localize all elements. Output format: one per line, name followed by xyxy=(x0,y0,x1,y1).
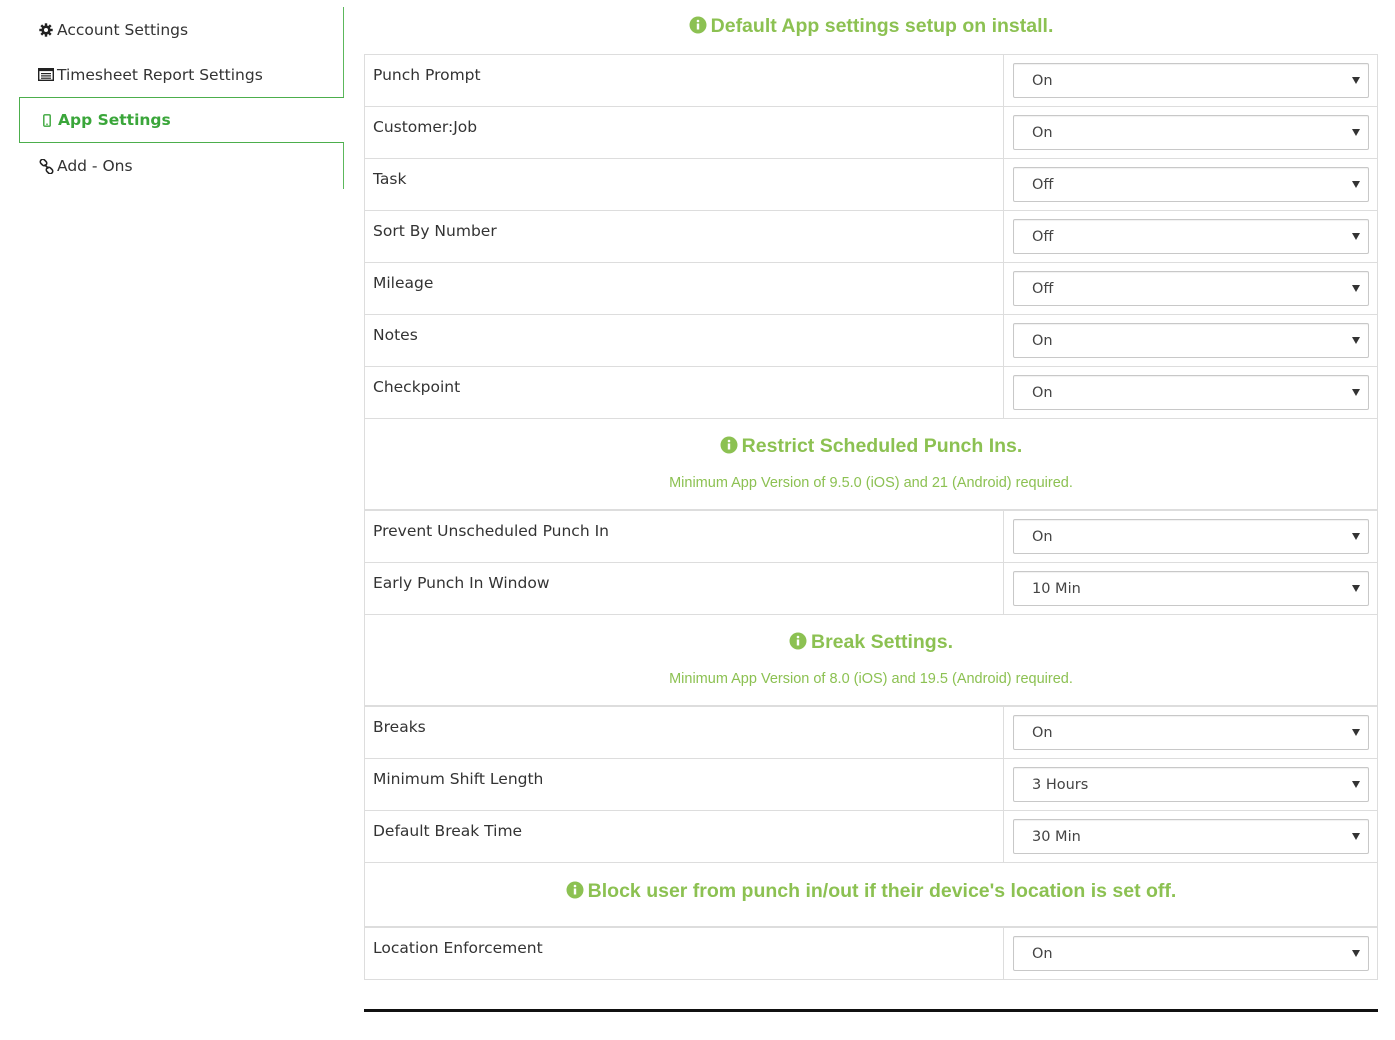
info-icon xyxy=(689,16,707,40)
section-heading-text: Block user from punch in/out if their device's location is set off. xyxy=(587,880,1177,902)
select-value: On xyxy=(1032,73,1053,89)
select-value: Off xyxy=(1032,229,1054,245)
table-row xyxy=(365,315,1378,367)
table-row xyxy=(365,707,1378,759)
caret-down-icon xyxy=(1352,77,1360,84)
setting-label: Breaks xyxy=(365,707,1004,759)
table-row xyxy=(365,159,1378,211)
location-enforcement-select[interactable] xyxy=(1013,936,1369,971)
settings-sidebar xyxy=(19,7,344,189)
table-row xyxy=(365,211,1378,263)
mileage-select[interactable] xyxy=(1013,271,1369,306)
select-value: Off xyxy=(1032,281,1054,297)
sidebar-item-timesheet-report-settings[interactable] xyxy=(19,52,344,97)
setting-label: Early Punch In Window xyxy=(365,563,1004,615)
table-row xyxy=(365,55,1378,107)
section-heading-text: Default App settings setup on install. xyxy=(710,15,1054,37)
select-value: 10 Min xyxy=(1032,581,1081,597)
caret-down-icon xyxy=(1352,285,1360,292)
setting-label: Default Break Time xyxy=(365,811,1004,863)
setting-label: Minimum Shift Length xyxy=(365,759,1004,811)
select-value: On xyxy=(1032,125,1053,141)
punch-prompt-select[interactable] xyxy=(1013,63,1369,98)
prevent-unscheduled-punch-in-select[interactable] xyxy=(1013,519,1369,554)
link-icon xyxy=(38,159,54,174)
section-heading-breaks xyxy=(364,615,1378,706)
setting-label: Sort By Number xyxy=(365,211,1004,263)
table-row xyxy=(365,811,1378,863)
bottom-divider xyxy=(364,1009,1378,1012)
select-value: On xyxy=(1032,385,1053,401)
caret-down-icon xyxy=(1352,129,1360,136)
select-value: Off xyxy=(1032,177,1054,193)
caret-down-icon xyxy=(1352,781,1360,788)
section-heading-restrict xyxy=(364,419,1378,510)
setting-label: Notes xyxy=(365,315,1004,367)
sidebar-item-label: Timesheet Report Settings xyxy=(57,65,263,84)
caret-down-icon xyxy=(1352,389,1360,396)
sort-by-number-select[interactable] xyxy=(1013,219,1369,254)
settings-table-breaks xyxy=(364,706,1378,863)
table-row xyxy=(365,263,1378,315)
select-value: On xyxy=(1032,333,1053,349)
caret-down-icon xyxy=(1352,233,1360,240)
table-row xyxy=(365,563,1378,615)
breaks-select[interactable] xyxy=(1013,715,1369,750)
setting-label: Mileage xyxy=(365,263,1004,315)
sidebar-item-add-ons[interactable] xyxy=(19,143,344,189)
info-icon xyxy=(789,632,807,656)
app-settings-panel xyxy=(364,0,1378,980)
table-row xyxy=(365,107,1378,159)
caret-down-icon xyxy=(1352,729,1360,736)
default-break-time-select[interactable] xyxy=(1013,819,1369,854)
select-value: On xyxy=(1032,529,1053,545)
info-icon xyxy=(566,881,584,905)
setting-label: Prevent Unscheduled Punch In xyxy=(365,511,1004,563)
caret-down-icon xyxy=(1352,533,1360,540)
setting-label: Customer:Job xyxy=(365,107,1004,159)
mobile-icon xyxy=(39,114,55,127)
table-row xyxy=(365,367,1378,419)
select-value: 30 Min xyxy=(1032,829,1081,845)
sidebar-item-label: App Settings xyxy=(58,111,171,129)
table-row xyxy=(365,511,1378,563)
select-value: On xyxy=(1032,946,1053,962)
minimum-shift-length-select[interactable] xyxy=(1013,767,1369,802)
section-subheading: Minimum App Version of 8.0 (iOS) and 19.5 (Android) required. xyxy=(669,671,1073,687)
setting-label: Location Enforcement xyxy=(365,928,1004,980)
caret-down-icon xyxy=(1352,181,1360,188)
task-select[interactable] xyxy=(1013,167,1369,202)
info-icon xyxy=(720,436,738,460)
early-punch-in-window-select[interactable] xyxy=(1013,571,1369,606)
sidebar-item-app-settings[interactable] xyxy=(19,97,344,143)
setting-label: Checkpoint xyxy=(365,367,1004,419)
settings-table-location xyxy=(364,927,1378,980)
checkpoint-select[interactable] xyxy=(1013,375,1369,410)
sidebar-item-label: Account Settings xyxy=(57,20,189,39)
setting-label: Task xyxy=(365,159,1004,211)
caret-down-icon xyxy=(1352,833,1360,840)
table-row xyxy=(365,759,1378,811)
customer-job-select[interactable] xyxy=(1013,115,1369,150)
sidebar-item-label: Add - Ons xyxy=(57,157,133,175)
select-value: On xyxy=(1032,725,1053,741)
caret-down-icon xyxy=(1352,337,1360,344)
section-subheading: Minimum App Version of 9.5.0 (iOS) and 21 (Android) required. xyxy=(669,475,1073,491)
report-icon xyxy=(38,68,54,81)
settings-table-default xyxy=(364,54,1378,419)
settings-table-restrict xyxy=(364,510,1378,615)
section-heading-location xyxy=(364,863,1378,927)
caret-down-icon xyxy=(1352,585,1360,592)
section-heading-default xyxy=(364,0,1378,54)
notes-select[interactable] xyxy=(1013,323,1369,358)
section-heading-text: Restrict Scheduled Punch Ins. xyxy=(741,435,1023,457)
section-heading-text: Break Settings. xyxy=(811,631,953,653)
setting-label: Punch Prompt xyxy=(365,55,1004,107)
select-value: 3 Hours xyxy=(1032,777,1089,793)
sidebar-item-account-settings[interactable] xyxy=(19,7,344,52)
table-row xyxy=(365,928,1378,980)
caret-down-icon xyxy=(1352,950,1360,957)
gear-icon xyxy=(38,23,54,37)
